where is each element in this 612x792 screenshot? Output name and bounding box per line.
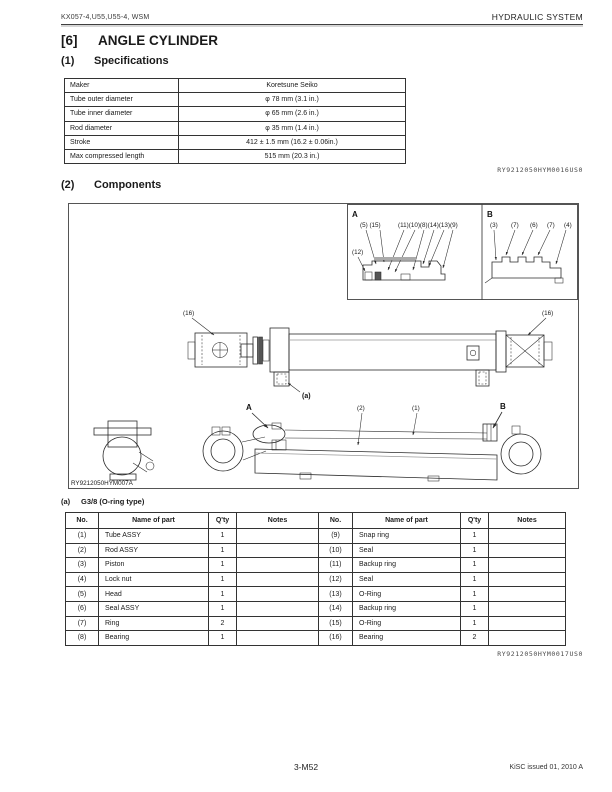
subsection-oring-type: [61, 497, 144, 506]
spec-name: Rod diameter: [65, 121, 179, 135]
part-no: (3): [66, 558, 99, 573]
col-notes: Notes: [489, 513, 566, 529]
inset-b-callout-3: (3): [490, 222, 498, 229]
detail-inset-panel: [348, 205, 578, 300]
header-rule: [61, 24, 583, 25]
parts-row: [66, 601, 566, 616]
spec-value: φ 65 mm (2.6 in.): [179, 107, 406, 121]
page-title-label: ANGLE CYLINDER: [98, 33, 219, 48]
parts-row: [66, 572, 566, 587]
part-no: (14): [319, 601, 353, 616]
col-no: No.: [66, 513, 99, 529]
part-no: (6): [66, 601, 99, 616]
part-no: (5): [66, 587, 99, 602]
part-notes: [489, 543, 566, 558]
left-bearing-callout: (16): [183, 310, 195, 317]
part-qty: 1: [461, 587, 489, 602]
spec-value: 515 mm (20.3 in.): [179, 149, 406, 163]
part-notes: [489, 616, 566, 631]
inset-a-callouts-2: (11)(10)(8)(14)(13)(9): [398, 222, 458, 229]
exploded-view: [71, 402, 541, 487]
parts-row: [66, 587, 566, 602]
section-components: [61, 179, 161, 191]
part-qty: 1: [461, 616, 489, 631]
part-name: Bearing: [353, 631, 461, 646]
inset-b-callout-7a: (7): [511, 222, 519, 229]
part-qty: 1: [209, 587, 237, 602]
spec-name: Max compressed length: [65, 149, 179, 163]
spec-row: [65, 149, 406, 163]
head-end-bearing-block: [506, 335, 552, 367]
part-notes: [237, 616, 319, 631]
part-name: Lock nut: [99, 572, 209, 587]
inset-b-callout-6: (6): [530, 222, 538, 229]
spec-row: [65, 107, 406, 121]
section-specifications: [61, 55, 169, 67]
part-no: (9): [319, 529, 353, 544]
exploded-b-label: B: [500, 402, 506, 411]
spec-name: Tube outer diameter: [65, 93, 179, 107]
part-qty: 2: [209, 616, 237, 631]
part-qty: 1: [461, 543, 489, 558]
part-notes: [489, 572, 566, 587]
cylinder-tube: [289, 334, 496, 370]
page-title-index: [6]: [61, 33, 78, 48]
rod-assembly-drawing: [203, 423, 497, 471]
parts-row: [66, 529, 566, 544]
part-notes: [237, 543, 319, 558]
spec-value: 412 ± 1.5 mm (16.2 ± 0.06in.): [179, 135, 406, 149]
part-name: Rod ASSY: [99, 543, 209, 558]
col-qty: Q'ty: [209, 513, 237, 529]
inset-a-callouts-1: (5) (15): [360, 222, 381, 229]
part-name: Head: [99, 587, 209, 602]
col-name: Name of part: [99, 513, 209, 529]
part-name: Snap ring: [353, 529, 461, 544]
spec-name: Maker: [65, 79, 179, 93]
header-model-code: KX057-4,U55,U55-4, WSM: [61, 14, 150, 21]
parts-row: [66, 558, 566, 573]
part-qty: 1: [461, 572, 489, 587]
part-notes: [489, 601, 566, 616]
part-notes: [237, 529, 319, 544]
inset-b-cross-section: [485, 257, 563, 283]
col-qty: Q'ty: [461, 513, 489, 529]
spec-name: Tube inner diameter: [65, 107, 179, 121]
rod-assy-callout: (2): [357, 405, 365, 412]
part-name: Ring: [99, 616, 209, 631]
section-components-index: (2): [61, 179, 75, 191]
tube-assembly-drawing: [255, 426, 541, 481]
exploded-a-label: A: [246, 403, 252, 412]
parts-header-row: [66, 513, 566, 529]
parts-row: [66, 631, 566, 646]
inset-b-callout-4: (4): [564, 222, 572, 229]
part-no: (10): [319, 543, 353, 558]
part-notes: [489, 631, 566, 646]
parts-row: [66, 616, 566, 631]
part-qty: 1: [209, 543, 237, 558]
part-notes: [237, 601, 319, 616]
part-qty: 1: [209, 601, 237, 616]
subsection-index: (a): [61, 497, 71, 506]
part-no: (13): [319, 587, 353, 602]
spec-value: φ 35 mm (1.4 in.): [179, 121, 406, 135]
specifications-table: [64, 78, 406, 164]
part-name: O-Ring: [353, 587, 461, 602]
part-notes: [237, 631, 319, 646]
part-qty: 1: [209, 529, 237, 544]
part-name: Tube ASSY: [99, 529, 209, 544]
cylinder-end-view-drawing: [94, 421, 154, 480]
part-qty: 1: [209, 572, 237, 587]
part-notes: [237, 558, 319, 573]
port-callout: (a): [302, 393, 311, 400]
spec-value: φ 78 mm (3.1 in.): [179, 93, 406, 107]
part-qty: 1: [461, 529, 489, 544]
part-notes: [489, 558, 566, 573]
rod-end-bearing-block: [188, 333, 247, 367]
reference-code-parts: RY9212050HYM0017US0: [497, 650, 583, 658]
spec-row: [65, 93, 406, 107]
part-notes: [237, 587, 319, 602]
part-no: (15): [319, 616, 353, 631]
part-notes: [237, 572, 319, 587]
inset-b-label: B: [487, 210, 493, 219]
col-no: No.: [319, 513, 353, 529]
spec-row: [65, 79, 406, 93]
part-no: (8): [66, 631, 99, 646]
part-name: Piston: [99, 558, 209, 573]
col-name: Name of part: [353, 513, 461, 529]
inset-a-callout-12: (12): [352, 249, 364, 256]
part-name: Backup ring: [353, 558, 461, 573]
spec-row: [65, 121, 406, 135]
parts-row: [66, 543, 566, 558]
part-name: O-Ring: [353, 616, 461, 631]
spec-name: Stroke: [65, 135, 179, 149]
section-components-label: Components: [94, 179, 162, 191]
inset-a-label: A: [352, 210, 358, 219]
cylinder-head: [270, 328, 289, 372]
parts-table: [65, 512, 566, 646]
components-figure: [68, 203, 579, 489]
part-qty: 1: [209, 631, 237, 646]
part-no: (16): [319, 631, 353, 646]
part-name: Backup ring: [353, 601, 461, 616]
tube-assy-callout: (1): [412, 405, 420, 412]
inset-b-callout-7b: (7): [547, 222, 555, 229]
head-port-fitting: [274, 372, 289, 386]
part-name: Seal: [353, 572, 461, 587]
reference-code-specifications: RY9212050HYM0016US0: [497, 166, 583, 174]
issue-note: KiSC issued 01, 2010 A: [509, 764, 583, 771]
part-no: (2): [66, 543, 99, 558]
part-no: (4): [66, 572, 99, 587]
inset-b-leader-lines: [494, 230, 566, 264]
part-qty: 2: [461, 631, 489, 646]
col-notes: Notes: [237, 513, 319, 529]
part-no: (11): [319, 558, 353, 573]
header-chapter-title: HYDRAULIC SYSTEM: [491, 12, 583, 22]
components-diagram: [69, 204, 578, 488]
page-title: [61, 33, 218, 48]
part-no: (7): [66, 616, 99, 631]
spec-value: Koretsune Seiko: [179, 79, 406, 93]
assembled-cylinder-view: [183, 310, 553, 400]
figure-code: RY9212050HYM007A: [71, 480, 133, 487]
part-qty: 1: [209, 558, 237, 573]
right-bearing-callout: (16): [542, 310, 554, 317]
subsection-label: G3/8 (O-ring type): [81, 497, 145, 506]
tube-port-fitting: [476, 370, 489, 386]
part-name: Bearing: [99, 631, 209, 646]
inset-a-leader-lines: [358, 230, 453, 272]
part-notes: [489, 529, 566, 544]
part-name: Seal: [353, 543, 461, 558]
section-specifications-label: Specifications: [94, 55, 169, 67]
part-name: Seal ASSY: [99, 601, 209, 616]
part-qty: 1: [461, 558, 489, 573]
inset-a-cross-section: [363, 257, 445, 280]
part-no: (12): [319, 572, 353, 587]
part-qty: 1: [461, 601, 489, 616]
section-specifications-index: (1): [61, 55, 75, 67]
spec-row: [65, 135, 406, 149]
page-number: 3-M52: [293, 762, 319, 772]
part-notes: [489, 587, 566, 602]
part-no: (1): [66, 529, 99, 544]
